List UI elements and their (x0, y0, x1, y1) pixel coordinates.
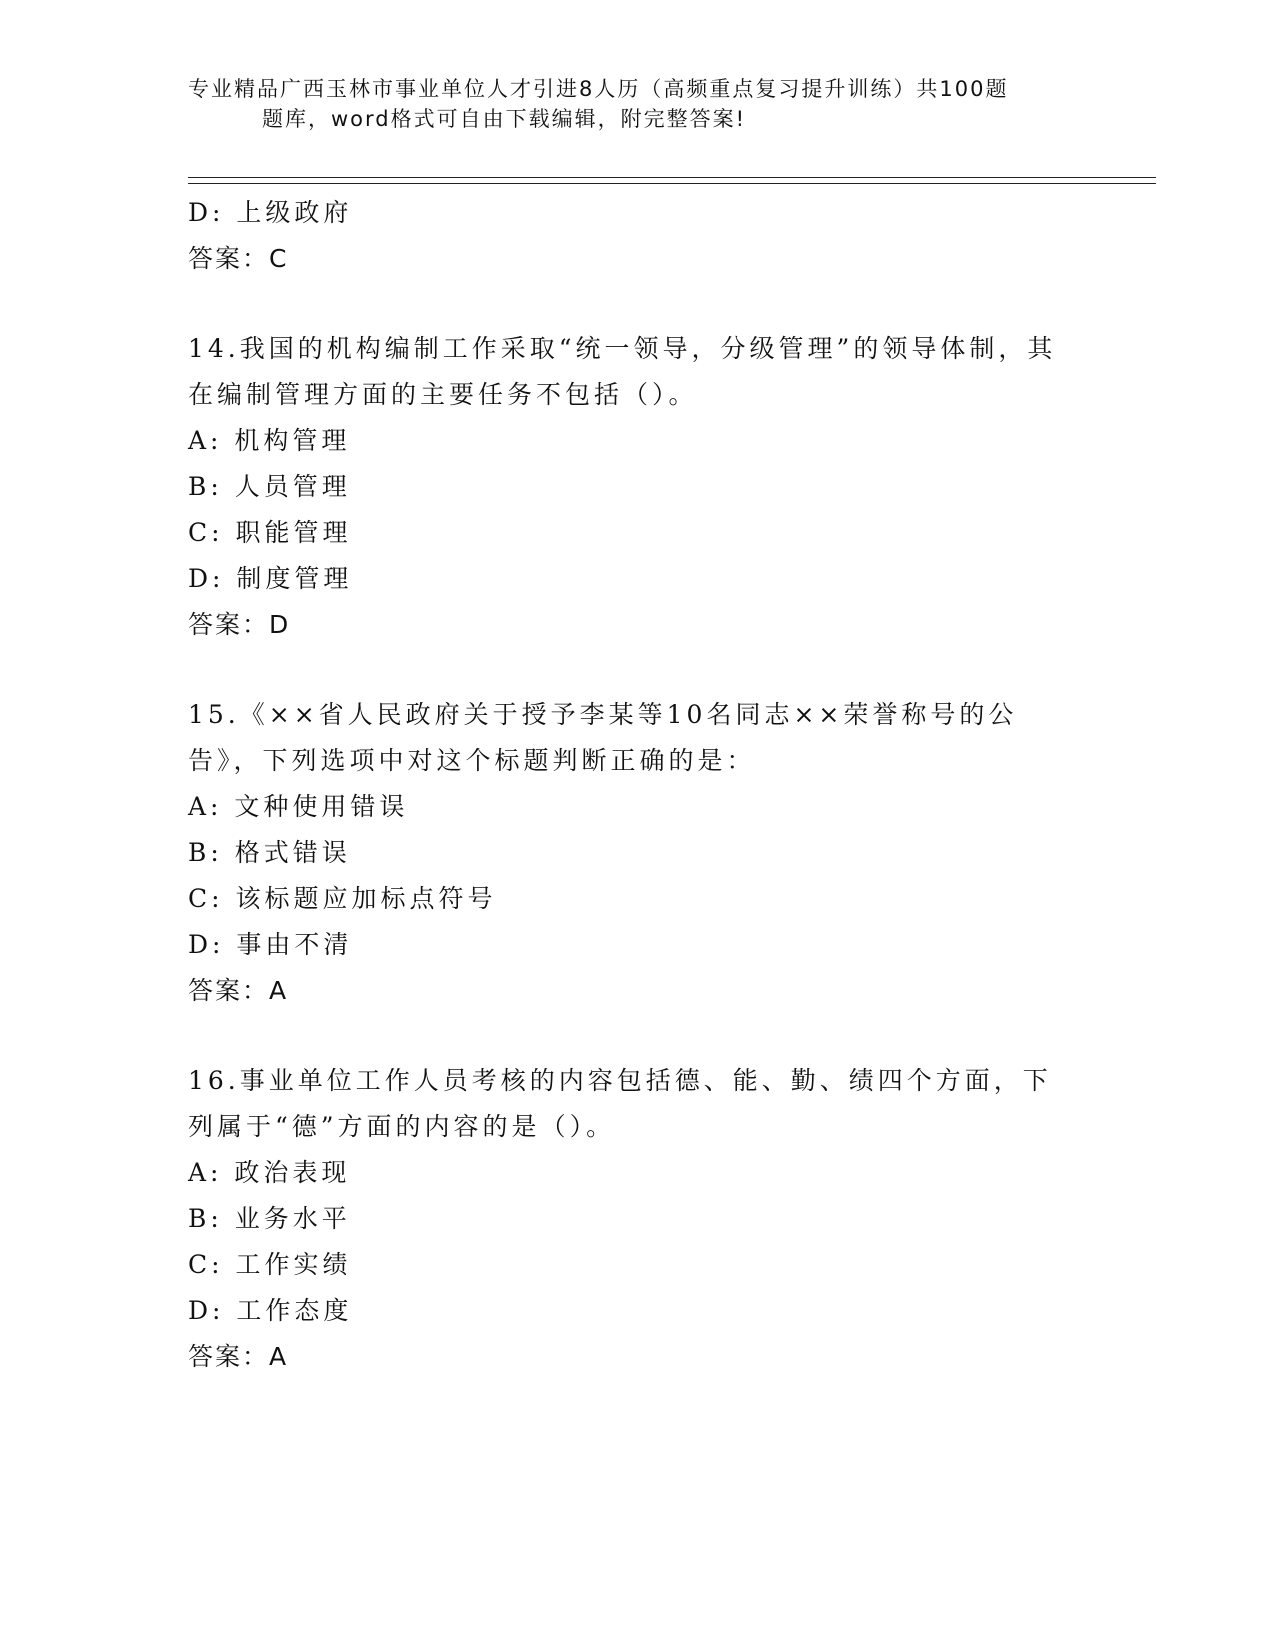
question-block (188, 1058, 1088, 1380)
option-a: A: 政治表现 (188, 1158, 351, 1187)
question-block (188, 692, 1088, 1014)
question-text: 14.我国的机构编制工作采取“统一领导，分级管理”的领导体制，其在编制管理方面的主要任务不包括（）。 (188, 334, 1057, 409)
option-d: D: 上级政府 (188, 198, 353, 227)
answer-line: 答案：D (188, 610, 291, 639)
option-b: B: 人员管理 (188, 472, 351, 501)
header-rule-top (188, 177, 1156, 178)
question-text: 15.《××省人民政府关于授予李某等10名同志××荣誉称号的公告》，下列选项中对这个标题判断正确的是： (188, 700, 1018, 775)
page-header (188, 74, 1088, 134)
answer-line: 答案：A (188, 1342, 289, 1371)
option-a: A: 机构管理 (188, 426, 351, 455)
answer-line: 答案：C (188, 244, 289, 273)
option-a: A: 文种使用错误 (188, 792, 409, 821)
option-d: D: 事由不清 (188, 930, 353, 959)
question-block (188, 190, 1088, 282)
option-c: C: 职能管理 (188, 518, 352, 547)
question-block (188, 326, 1088, 648)
header-title-line-2: 题库，word格式可自由下载编辑，附完整答案! (262, 107, 747, 131)
question-list (188, 190, 1088, 1380)
option-c: C: 该标题应加标点符号 (188, 884, 497, 913)
option-c: C: 工作实绩 (188, 1250, 352, 1279)
option-b: B: 业务水平 (188, 1204, 351, 1233)
option-b: B: 格式错误 (188, 838, 351, 867)
header-title-line-1: 专业精品广西玉林市事业单位人才引进8人历（高频重点复习提升训练）共100题 (188, 77, 1009, 101)
header-rule-bottom (188, 183, 1156, 184)
option-d: D: 工作态度 (188, 1296, 353, 1325)
option-d: D: 制度管理 (188, 564, 353, 593)
answer-line: 答案：A (188, 976, 289, 1005)
question-text: 16.事业单位工作人员考核的内容包括德、能、勤、绩四个方面，下列属于“德”方面的内容的是（）。 (188, 1066, 1052, 1141)
